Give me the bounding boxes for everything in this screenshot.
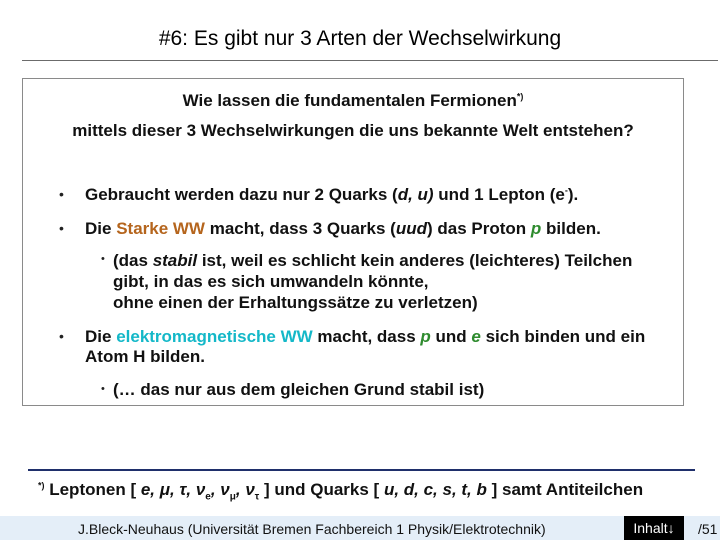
bullet-em-line-2: Atom H bilden.	[85, 347, 205, 366]
bullet-quarks-lepton: Gebraucht werden dazu nur 2 Quarks (d, u) und 1 Lepton (e-).	[85, 185, 579, 204]
sub-bullet-atom-stable: (… das nur aus dem gleichen Grund stabil ist)	[113, 380, 485, 399]
sub-bullet-icon: •	[101, 383, 105, 395]
page-count: /51	[698, 521, 718, 537]
title-divider	[22, 60, 718, 61]
down-arrow-icon: ↓	[667, 520, 675, 536]
footer-author: J.Bleck-Neuhaus (Universität Bremen Fachbereich 1 Physik/Elektrotechnik)	[78, 521, 546, 537]
sub-bullet-icon: •	[101, 253, 105, 265]
sub-bullet-line-2: gibt, in das es sich umwandeln könnte,	[113, 272, 429, 291]
bullet-em-interaction: Die elektromagnetische WW macht, dass p und e sich binden und ein	[85, 327, 646, 346]
slide-title: #6: Es gibt nur 3 Arten der Wechselwirkung	[158, 27, 562, 50]
sub-bullet-line-3: ohne einen der Erhaltungssätze zu verletzen)	[113, 293, 478, 312]
bullet-icon: •	[59, 220, 64, 236]
bullet-strong-interaction: Die Starke WW macht, dass 3 Quarks (uud) das Proton p bilden.	[85, 219, 601, 238]
bullet-icon: •	[59, 328, 64, 344]
sub-bullet-proton-stable: (das stabil ist, weil es schlicht kein anderes (leichteres) Teilchen	[113, 251, 633, 270]
footnote-divider	[28, 469, 695, 471]
question-line-1: Wie lassen die fundamentalen Fermionen*)	[182, 91, 524, 110]
question-line-2: mittels dieser 3 Wechselwirkungen die uns bekannte Welt entstehen?	[72, 121, 634, 140]
footnote: *) Leptonen [ e, μ, τ, $\nu_e$, $\nu_\mu$, $\nu_\tau$ ] und Quarks [ u, d, c, s, t, b ] samt Antiteilchen	[38, 480, 644, 503]
bullet-icon: •	[59, 186, 64, 202]
contents-link[interactable]: Inhalt↓	[624, 516, 684, 540]
